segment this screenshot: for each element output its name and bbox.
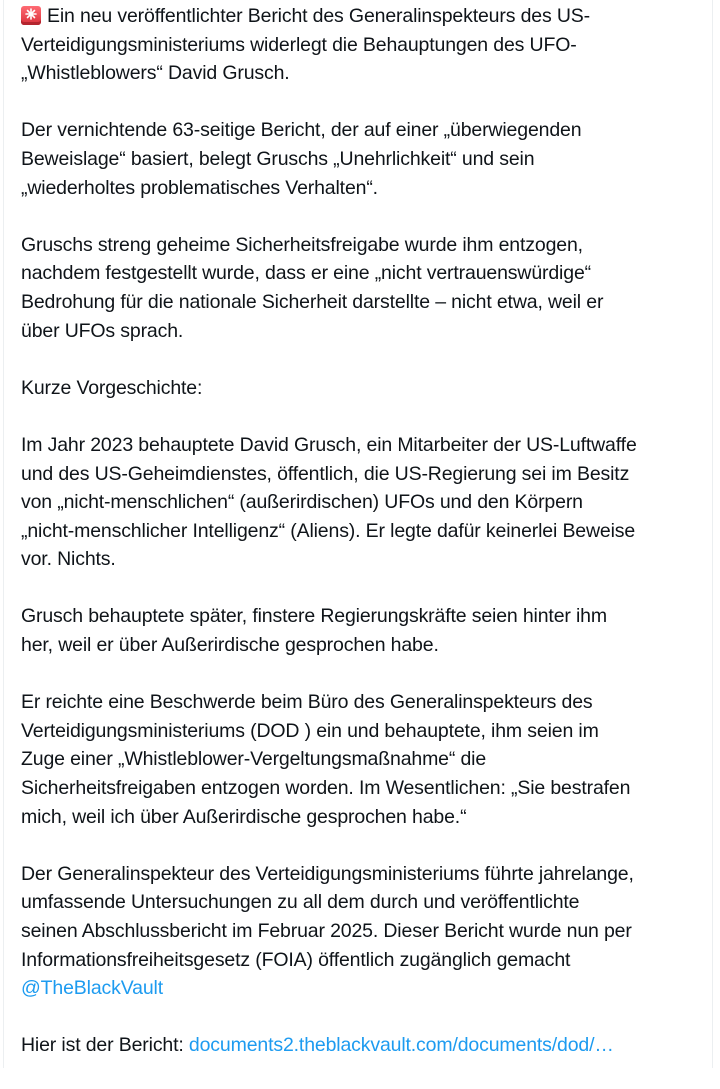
text-line: Kurze Vorgeschichte: <box>21 376 203 399</box>
text-line: vor. Nichts. <box>21 548 116 571</box>
mention-theblackvault-link[interactable]: @TheBlackVault <box>21 977 163 1000</box>
text-line: Verteidigungsministeriums (DOD ) ein und behauptete, ihm seien im <box>21 719 599 742</box>
text-line: seinen Abschlussbericht im Februar 2025. Dieser Bericht wurde nun per <box>21 920 632 942</box>
text-line: Beweislage“ basiert, belegt Gruschs „Unehrlichkeit“ und sein <box>21 147 535 170</box>
text-line: Der vernichtende 63-seitige Bericht, der auf einer „überwiegenden <box>21 119 582 142</box>
tweet-text <box>21 2 720 1089</box>
text-line: von „nicht-menschlichen“ (außerirdischen) UFOs und den Körpern <box>21 491 583 514</box>
report-url-link[interactable]: documents2.theblackvault.com/documents/dod/… <box>188 1034 614 1057</box>
text-line <box>21 974 720 1003</box>
text-line: Verteidigungsministeriums widerlegt die Behauptungen des UFO- <box>21 33 577 56</box>
paragraph-clearance <box>21 231 720 345</box>
text-line: Im Jahr 2023 behauptete David Grusch, ein Mitarbeiter der US-Luftwaffe <box>21 433 637 456</box>
paragraph-intro <box>21 2 720 88</box>
text-line: umfassende Untersuchungen zu all dem durch und veröffentlichte <box>21 891 580 914</box>
text-line: Sicherheitsfreigaben entzogen worden. Im Wesentlichen: „Sie bestrafen <box>21 777 631 800</box>
paragraph-background-heading <box>21 374 720 403</box>
paragraph-claims <box>21 431 720 574</box>
text-line: Grusch behauptete später, finstere Regierungskräfte seien hinter ihm <box>21 605 607 628</box>
text-line: her, weil er über Außerirdische gesprochen habe. <box>21 634 439 657</box>
text-line: Zuge einer „Whistleblower-Vergeltungsmaßnahme“ die <box>21 748 487 771</box>
paragraph-later <box>21 602 720 659</box>
text-line: mich, weil ich über Außerirdische gesprochen habe.“ <box>21 805 467 828</box>
text-line: „wiederholtes problematisches Verhalten“. <box>21 176 378 199</box>
text-line: Hier ist der Bericht: documents2.theblackvault.com/documents/dod/… <box>21 1034 614 1057</box>
text-line: Der Generalinspekteur des Verteidigungsministeriums führte jahrelange, <box>21 862 634 885</box>
paragraph-report <box>21 116 720 202</box>
text-line: „nicht-menschlicher Intelligenz“ (Aliens). Er legte dafür keinerlei Beweise <box>21 519 636 542</box>
rotating-light-icon <box>21 6 41 25</box>
text-line: Ein neu veröffentlichter Bericht des Generalinspekteurs des US- <box>21 2 720 31</box>
text-line: Er reichte eine Beschwerde beim Büro des Generalinspekteurs des <box>21 691 593 714</box>
paragraph-report-link <box>21 1031 720 1060</box>
text-line: Informationsfreiheitsgesetz (FOIA) öffentlich zugänglich gemacht <box>21 948 571 971</box>
text-line: Bedrohung für die nationale Sicherheit darstellte – nicht etwa, weil er <box>21 290 604 313</box>
text-line: „Whistleblowers“ David Grusch. <box>21 62 290 85</box>
text-line: nachdem festgestellt wurde, dass er eine „nicht vertrauenswürdige“ <box>21 262 591 285</box>
text-line: Gruschs streng geheime Sicherheitsfreigabe wurde ihm entzogen, <box>21 233 583 256</box>
text-line: und des US-Geheimdienstes, öffentlich, die US-Regierung sei im Besitz <box>21 462 630 485</box>
text-line: über UFOs sprach. <box>21 319 184 342</box>
paragraph-investigation <box>21 860 720 1003</box>
paragraph-complaint <box>21 688 720 831</box>
